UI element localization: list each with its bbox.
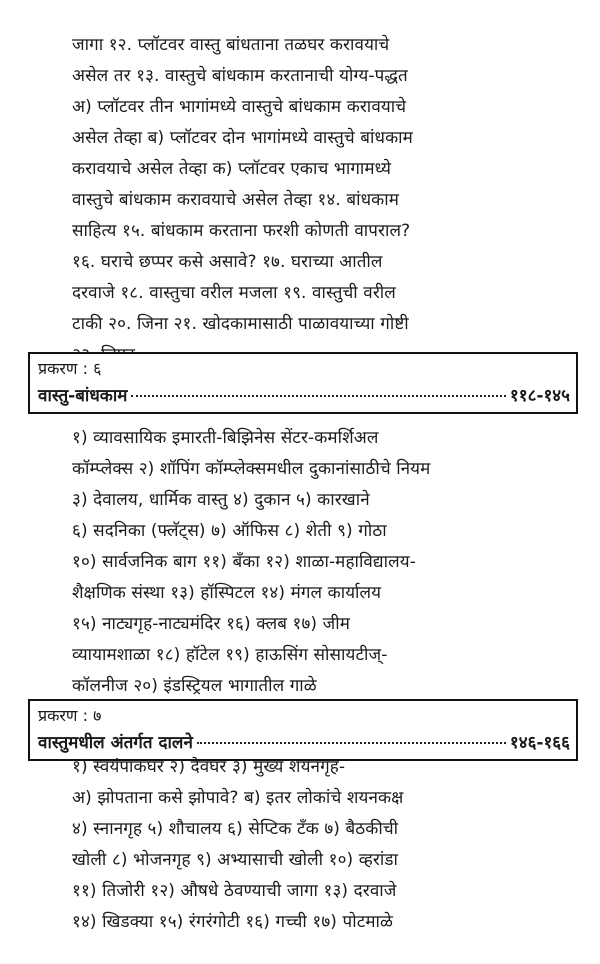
chapter-6-label: प्रकरण : ६ (38, 359, 102, 378)
contents-paragraph-chapter-7: १) स्वयंपाकघर २) देवघर ३) मुख्य शयनगृह- अ) झोपताना कसे झोपावे? ब) इतर लोकांचे शयनकक्ष ४) स्नानगृह ५) शौचालय ६) सेप्टिक टँक ७) बैठकीची खोली ८) भोजनगृह ९) अभ्यासाची खोली १०) व्हरांडा ११) तिजोरी १२) औषधे ठेवण्याची जागा १३) दरवाजे १४) खिडक्या १५) रंगरंगोटी १६) गच्ची १७) पोटमाळे (72, 757, 404, 932)
chapter-7-page-range: १४६-१६६ (509, 733, 570, 753)
contents-paragraph-chapter-6: १) व्यावसायिक इमारती-बिझिनेस सेंटर-कमर्शिअल कॉम्प्लेक्स २) शॉपिंग कॉम्प्लेक्समधील दुकानांसाठीचे नियम ३) देवालय, धार्मिक वास्तु ४) दुकान ५) कारखाने ६) सदनिका (फ्लॅट्स) ७) ऑफिस ८) शेती ९) गोठा १०) सार्वजनिक बाग ११) बँका १२) शाळा-महाविद्यालय- शैक्षणिक संस्था १३) हॉस्पिटल १४) मंगल कार्यालय १५) नाट्यगृह-नाट्यमंदिर १६) क्लब १७) जीम व्यायामशाळा १८) हॉटेल १९) हाऊसिंग सोसायटीज्- कॉलनीज २०) इंडस्ट्रियल भागातील गाळे (72, 428, 431, 696)
chapter-6-title: वास्तु-बांधकाम (38, 386, 128, 406)
chapter-6-title-row (38, 383, 570, 409)
chapter-7-title: वास्तुमधील अंतर्गत दालने (38, 733, 193, 753)
chapter-7-label: प्रकरण : ७ (38, 706, 102, 725)
chapter-6-dot-leader (131, 395, 505, 397)
chapter-6-page-range: ११८-१४५ (509, 386, 570, 406)
chapter-6-heading-box (28, 352, 578, 414)
chapter-7-dot-leader (197, 742, 506, 744)
contents-paragraph-chapter-5-continued: जागा १२. प्लॉटवर वास्तु बांधताना तळघर करावयाचे असेल तर १३. वास्तुचे बांधकाम करतानाची योग्य-पद्धत अ) प्लॉटवर तीन भागांमध्ये वास्तुचे बांधकाम करावयाचे असेल तेव्हा ब) प्लॉटवर दोन भागांमध्ये वास्तुचे बांधकाम करावयाचे असेल तेव्हा क) प्लॉटवर एकाच भागामध्ये वास्तुचे बांधकाम करावयाचे असेल तेव्हा १४. बांधकाम साहित्य १५. बांधकाम करताना फरशी कोणती वापराल? १६. घराचे छप्पर कसे असावे? १७. घराच्या आतील दरवाजे १८. वास्तुचा वरील मजला १९. वास्तुची वरील टाकी २०. जिना २१. खोदकामासाठी पाळावयाच्या गोष्टी (72, 35, 413, 334)
